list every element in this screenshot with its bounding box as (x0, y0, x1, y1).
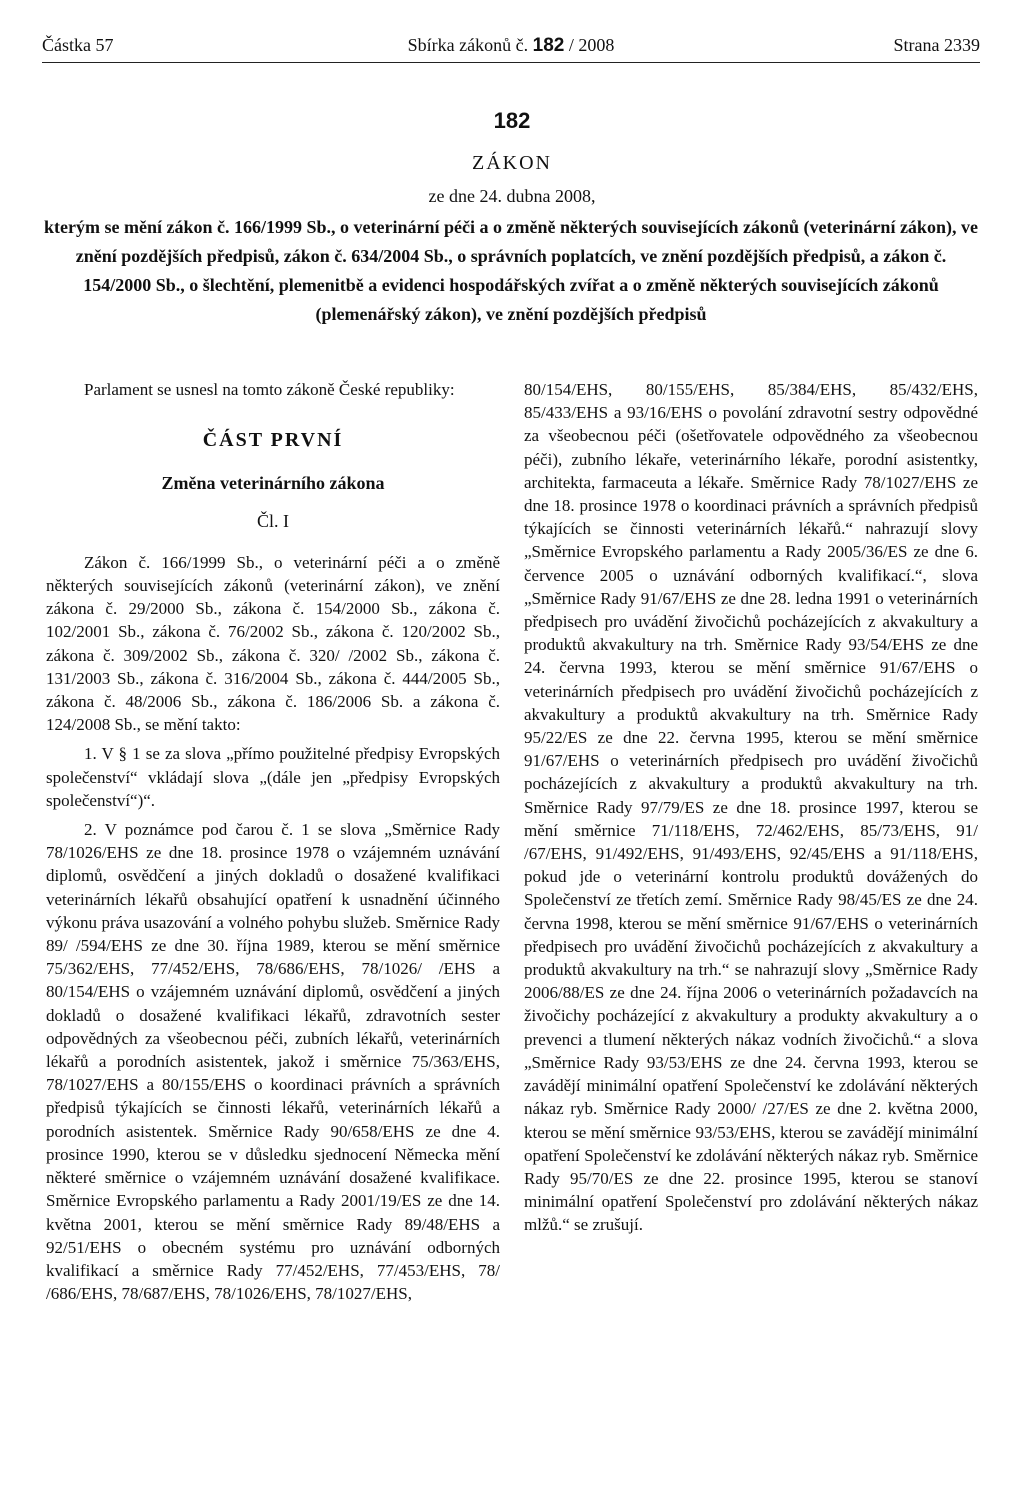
collection-prefix: Sbírka zákonů č. (407, 35, 529, 55)
running-header (42, 34, 980, 63)
collection-label (42, 34, 980, 57)
part-heading: ČÁST PRVNÍ (202, 429, 344, 452)
intro-paragraph: Parlament se usnesl na tomto zákoně České republiky: (84, 380, 455, 399)
amendment-intro-paragraph: Zákon č. 166/1999 Sb., o veterinární péči a o změně některých souvisejících zákonů (veterinární zákon), ve znění zákona č. 29/2000 Sb., zákona č. 154/2000 Sb., zákona č. 102/2001 Sb., zákona č. 76/2002 Sb., zákona č. 120/2002 Sb., zákona č. 309/2002 Sb., zákona č. 320/ /2002 Sb., zákona č. 131/2003 Sb., zákona č. 316/2004 Sb., zákona č. 444/2005 Sb., zákona č. 48/2006 Sb., zákona č. 186/2006 Sb. a zákona č. 124/2008 Sb., se mění takto: (46, 552, 500, 735)
amendment-point-2: 2. V poznámce pod čarou č. 1 se slova „Směrnice Rady 78/1026/EHS ze dne 18. prosince 1978 o vzájemném uznávání diplomů, osvědčení a jiných dokladů o dosažené kvalifikaci veterinárních lékařů obsahující opatření k usnadnění účinného výkonu práva usazování a volného pohybu služeb. Směrnice Rady 89/ /594/EHS ze dne 30. října 1989, kterou se mění směrnice 75/362/EHS, 77/452/EHS, 78/686/EHS, 78/1026/ /EHS a 80/154/EHS o vzájemném uznávání diplomů, osvědčení a jiných dokladů o dosažené kvalifikaci lékařů, zdravotních sester odpovědných za všeobecnou péči, zubních lékařů, veterinárních lékařů a porodních asistentek, jakož i směrnice 75/363/EHS, 78/1027/EHS a 80/155/EHS o koordinaci právních a správních předpisů týkajících se činnosti lékařů, veterinárních lékařů a porodních asistentek. Směrnice Rady 90/658/EHS ze dne 4. prosince 1990, kterou se v důsledku sjednocení Německa mění některé směrnice o vzájemném uznávání dosažené kvalifikace. Směrnice Evropského parlamentu a Rady 2001/19/ES ze dne 14. května 2001, kterou se mění směrnice Rady 89/48/EHS a 92/51/EHS o obecném systému pro uznávání odborných kvalifikací a směrnice Rady 77/452/EHS, 77/453/EHS, 78/ /686/EHS, 78/687/EHS, 78/1026/EHS, 78/1027/EHS, (46, 820, 500, 1304)
right-column (524, 378, 978, 1237)
law-number: 182 (493, 108, 531, 133)
article-heading: Čl. I (256, 510, 289, 531)
law-date: ze dne 24. dubna 2008, (428, 186, 596, 206)
collection-year: / 2008 (568, 35, 615, 55)
issue-label: Částka 57 (42, 35, 114, 55)
law-subject: kterým se mění zákon č. 166/1999 Sb., o veterinární péči a o změně některých souvisejících zákonů (veterinární zákon), ve znění pozdějších předpisů, zákon č. 634/2004 Sb., o správních poplatcích, ve znění pozdějších předpisů, a zákon č. 154/2000 Sb., o šlechtění, plemenitbě a evidenci hospodářských zvířat a o změně některých souvisejících zákonů (plemenářský zákon), ve znění pozdějších předpisů (44, 217, 978, 324)
collection-number: 182 (532, 35, 565, 56)
section-title: Změna veterinárního zákona (161, 473, 385, 494)
left-column (46, 378, 500, 1305)
page-number: Strana 2339 (893, 35, 980, 55)
law-type: ZÁKON (472, 152, 552, 174)
continued-paragraph: 80/154/EHS, 80/155/EHS, 85/384/EHS, 85/432/EHS, 85/433/EHS a 93/16/EHS o povolání zdravotní sestry odpovědné za všeobecnou péči (ošetřovatele odpovědného za všeobecnou péči), zubního lékaře, veterinárního lékaře, porodní asistentky, architekta, farmaceuta a lékaře. Směrnice Rady 78/1027/EHS ze dne 18. prosince 1978 o koordinaci právních a správních předpisů týkajících se činnosti veterinárních lékařů.“ nahrazují slovy „Směrnice Evropského parlamentu a Rady 2005/36/ES ze dne 6. července 2005 o uznávání odborných kvalifikací.“, slova „Směrnice Rady 91/67/EHS ze dne 28. ledna 1991 o veterinárních předpisech pro uvádění živočichů pocházejících z akvakultury a produktů akvakultury na trh. Směrnice Rady 93/54/EHS ze dne 24. června 1993, kterou se mění směrnice 91/67/EHS o veterinárních předpisech pro uvádění živočichů pocházejících z akvakultury a produktů akvakultury na trh. Směrnice Rady 95/22/ES ze dne 22. června 1995, kterou se mění směrnice 91/67/EHS o veterinárních předpisech pro uvádění živočichů pocházejících z akvakultury a produktů akvakultury na trh. Směrnice Rady 97/79/ES ze dne 18. prosince 1997, kterou se mění směrnice 71/118/EHS, 72/462/EHS, 85/73/EHS, 91/ /67/EHS, 91/492/EHS, 91/493/EHS, 92/45/EHS a 91/118/EHS, pokud jde o veterinární kontrolu produktů dovážených do Společenství ze třetích zemí. Směrnice Rady 98/45/ES ze dne 24. června 1998, kterou se mění směrnice 91/67/EHS o veterinárních předpisech pro uvádění živočichů pocházejících z akvakultury a produktů akvakultury na trh.“ se nahrazují slovy „Směrnice Rady 2006/88/ES ze dne 24. října 2006 o veterinárních požadavcích na živočichy pocházející z akvakultury a produkty akvakultury a o prevenci a tlumení některých nákaz vodních živočichů.“ a slova „Směrnice Rady 93/53/EHS ze dne 24. června 1993, kterou se zavádějí minimální opatření Společenství ke zdolávání některých nákaz ryb. Směrnice Rady 2000/ /27/ES ze dne 2. května 2000, kterou se mění směrnice 93/53/EHS, kterou se zavádějí minimální opatření Společenství ke zdolávání některých nákaz ryb. Směrnice Rady 95/70/ES ze dne 22. prosince 1995, kterou se stanoví minimální opatření Společenství pro zdolávání některých nákaz mlžů.“ se zrušují. (524, 380, 978, 1235)
amendment-point-1: 1. V § 1 se za slova „přímo použitelné předpisy Evropských společenství“ vkládají slova „(dále jen „předpisy Evropských společenství“)“. (46, 744, 500, 810)
